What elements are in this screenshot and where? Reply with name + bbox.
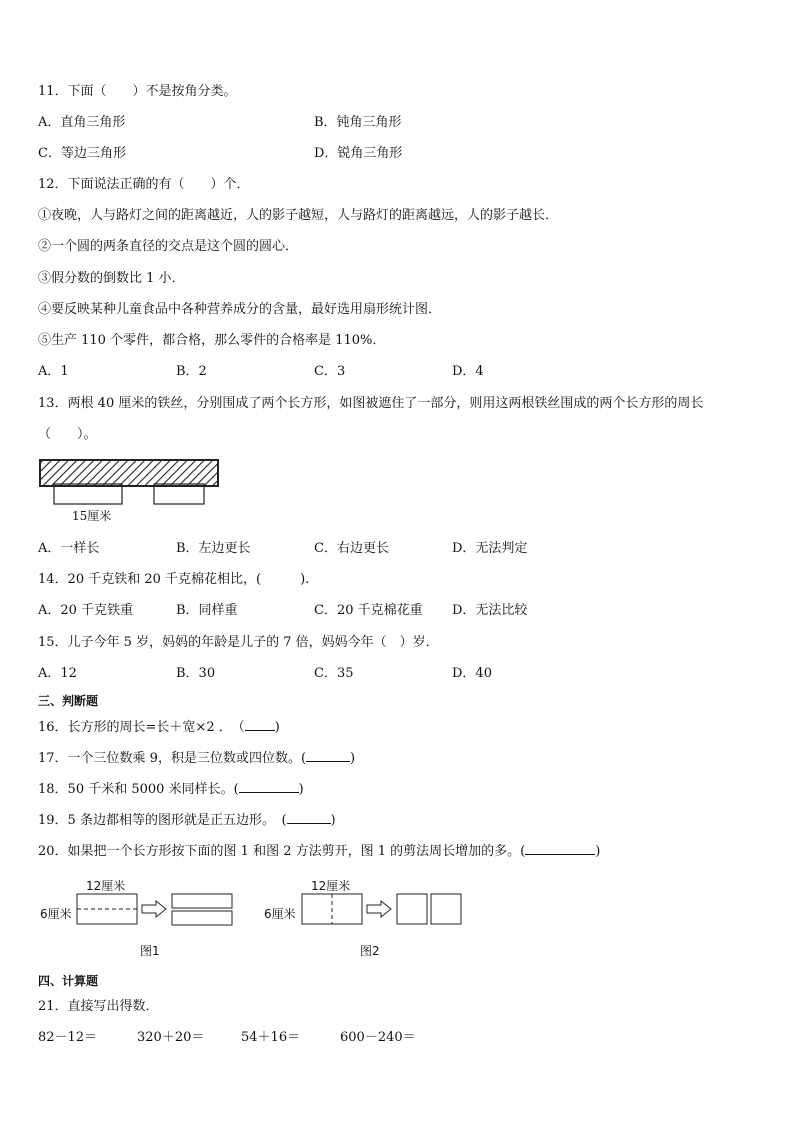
q18-close-paren: ) bbox=[298, 782, 304, 797]
fig2-side-length-label: 6厘米 bbox=[264, 907, 296, 921]
q12-option-b[interactable]: B．2 bbox=[176, 364, 207, 379]
q13-option-d[interactable]: D．无法判定 bbox=[452, 541, 528, 556]
q13-option-a[interactable]: A．一样长 bbox=[38, 541, 100, 556]
q13-option-c[interactable]: C．右边更长 bbox=[314, 541, 389, 556]
q16-answer-blank[interactable] bbox=[245, 718, 275, 731]
q12-statement-4: ④要反映某种儿童食品中各种营养成分的含量，最好选用扇形统计图． bbox=[38, 302, 442, 317]
q11-option-b[interactable]: B．钝角三角形 bbox=[314, 115, 402, 130]
fig2-piece-left bbox=[397, 894, 427, 924]
q14-option-d[interactable]: D．无法比较 bbox=[452, 603, 528, 618]
fig1-cut-diagram bbox=[76, 892, 236, 928]
fig1-piece-bottom bbox=[172, 911, 232, 925]
fig1-arrow-icon bbox=[142, 901, 166, 917]
q17-text: 17．一个三位数乘 9，积是三位数或四位数。( bbox=[38, 751, 307, 766]
q13-stem-continued: （ ）。 bbox=[38, 427, 97, 442]
q16-close-paren: ) bbox=[274, 720, 280, 735]
q21-stem: 21．直接写出得数． bbox=[38, 999, 159, 1014]
q12-option-d[interactable]: D．4 bbox=[452, 364, 484, 379]
q12-statement-2: ②一个圆的两条直径的交点是这个圆的圆心． bbox=[38, 239, 299, 254]
q12-statement-5: ⑤生产 110 个零件，都合格，那么零件的合格率是 110%． bbox=[38, 333, 386, 348]
q14-option-c[interactable]: C．20 千克棉花重 bbox=[314, 603, 423, 618]
q13-option-b[interactable]: B．左边更长 bbox=[176, 541, 251, 556]
q13-covered-rectangles-figure bbox=[38, 456, 222, 524]
q12-option-c[interactable]: C．3 bbox=[314, 364, 346, 379]
q12-option-a[interactable]: A．1 bbox=[38, 364, 69, 379]
fig2-caption: 图2 bbox=[360, 944, 380, 958]
q14-option-a[interactable]: A．20 千克铁重 bbox=[38, 603, 134, 618]
q19-close-paren: ) bbox=[330, 813, 336, 828]
fig2-arrow-icon bbox=[367, 901, 391, 917]
q15-stem: 15．儿子今年 5 岁，妈妈的年龄是儿子的 7 倍，妈妈今年（ ）岁． bbox=[38, 635, 439, 650]
q21-expression-4[interactable]: 600－240＝ bbox=[340, 1030, 416, 1045]
q19-statement bbox=[38, 811, 336, 830]
q20-answer-blank[interactable] bbox=[525, 842, 595, 855]
fig2-top-length-label: 12厘米 bbox=[311, 879, 351, 893]
q11-option-d[interactable]: D．锐角三角形 bbox=[314, 146, 403, 161]
q11-option-a[interactable]: A．直角三角形 bbox=[38, 115, 126, 130]
fig1-top-length-label: 12厘米 bbox=[86, 879, 126, 893]
q14-stem: 14．20 千克铁和 20 千克棉花相比，( ). bbox=[38, 572, 310, 587]
q11-option-c[interactable]: C．等边三角形 bbox=[38, 146, 126, 161]
q13-figure-length-label: 15厘米 bbox=[72, 509, 112, 523]
q17-answer-blank[interactable] bbox=[306, 749, 350, 762]
section-heading-calculation: 四、计算题 bbox=[38, 974, 99, 988]
q13-stem: 13．两根 40 厘米的铁丝，分别围成了两个长方形，如图被遮住了一部分，则用这两根铁丝围成的两个长方形的周长 bbox=[38, 396, 704, 411]
q15-option-c[interactable]: C．35 bbox=[314, 666, 354, 681]
fig1-caption: 图1 bbox=[140, 944, 160, 958]
q15-option-b[interactable]: B．30 bbox=[176, 666, 216, 681]
fig2-cut-diagram bbox=[301, 892, 465, 928]
q14-option-b[interactable]: B．同样重 bbox=[176, 603, 238, 618]
q19-text: 19．5 条边都相等的图形就是正五边形。 ( bbox=[38, 813, 287, 828]
q12-statement-3: ③假分数的倒数比 1 小． bbox=[38, 271, 185, 286]
q20-text: 20．如果把一个长方形按下面的图 1 和图 2 方法剪开，图 1 的剪法周长增加的多。( bbox=[38, 844, 526, 859]
fig2-piece-right bbox=[431, 894, 461, 924]
q21-expression-2[interactable]: 320＋20＝ bbox=[137, 1030, 205, 1045]
fig1-piece-top bbox=[172, 894, 232, 908]
q21-expression-3[interactable]: 54＋16＝ bbox=[241, 1030, 301, 1045]
q20-statement bbox=[38, 842, 600, 861]
q16-statement bbox=[38, 718, 280, 737]
q15-option-a[interactable]: A．12 bbox=[38, 666, 77, 681]
q19-answer-blank[interactable] bbox=[287, 811, 331, 824]
hatched-cover-bar bbox=[40, 460, 218, 486]
q18-statement bbox=[38, 780, 304, 799]
q16-text: 16．长方形的周长=长＋宽×2 ． （ bbox=[38, 720, 245, 735]
q17-statement bbox=[38, 749, 355, 768]
section-heading-true-false: 三、判断题 bbox=[38, 694, 99, 708]
q17-close-paren: ) bbox=[350, 751, 356, 766]
q11-stem: 11．下面（ ）不是按角分类。 bbox=[38, 84, 237, 99]
q12-statement-1: ①夜晚，人与路灯之间的距离越近，人的影子越短，人与路灯的距离越远，人的影子越长． bbox=[38, 208, 559, 223]
q20-close-paren: ) bbox=[595, 844, 601, 859]
q21-expression-1[interactable]: 82－12＝ bbox=[38, 1030, 98, 1045]
q12-stem: 12．下面说法正确的有（ ）个． bbox=[38, 177, 250, 192]
fig1-side-length-label: 6厘米 bbox=[40, 907, 72, 921]
q15-option-d[interactable]: D．40 bbox=[452, 666, 492, 681]
q18-text: 18．50 千米和 5000 米同样长。( bbox=[38, 782, 239, 797]
q18-answer-blank[interactable] bbox=[239, 780, 299, 793]
